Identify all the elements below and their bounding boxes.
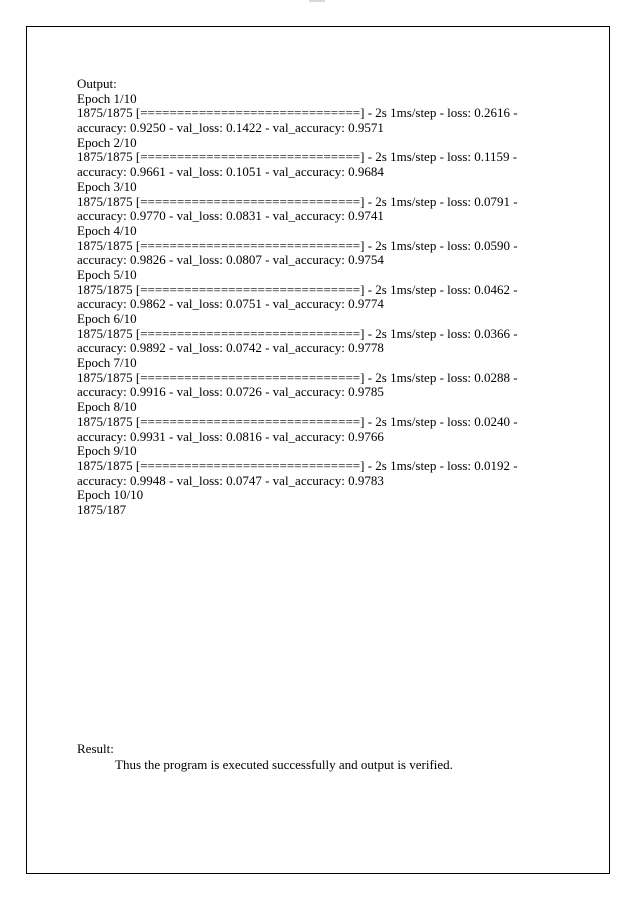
last-epoch-progress: 1875/187 <box>77 501 127 517</box>
page-top-mark <box>309 0 325 2</box>
epoch-block <box>77 356 597 400</box>
epoch-progress-line: 1875/1875 [==============================] - 2s 1ms/step - loss: 0.0240 - <box>77 413 518 429</box>
output-heading: Output: <box>77 76 117 91</box>
epoch-label: Epoch 6/10 <box>77 311 137 326</box>
epoch-metrics-line: accuracy: 0.9826 - val_loss: 0.0807 - val_accuracy: 0.9754 <box>77 252 384 268</box>
epoch-label: Epoch 7/10 <box>77 355 137 371</box>
result-section <box>77 741 557 773</box>
epoch-label: Epoch 9/10 <box>77 443 137 459</box>
epoch-label: Epoch 3/10 <box>77 178 137 194</box>
epoch-metrics-line: accuracy: 0.9661 - val_loss: 0.1051 - val_accuracy: 0.9684 <box>77 164 384 180</box>
epoch-metrics-line: accuracy: 0.9931 - val_loss: 0.0816 - val_accuracy: 0.9766 <box>77 428 384 444</box>
epoch-label: Epoch 2/10 <box>77 134 137 150</box>
epoch-metrics-line: accuracy: 0.9916 - val_loss: 0.0726 - val_accuracy: 0.9785 <box>77 384 384 400</box>
epoch-metrics-line: accuracy: 0.9892 - val_loss: 0.0742 - val_accuracy: 0.9778 <box>77 340 384 356</box>
output-section <box>77 77 597 518</box>
epoch-progress-line: 1875/1875 [==============================] - 2s 1ms/step - loss: 0.0366 - <box>77 325 518 341</box>
epoch-progress-line: 1875/1875 [==============================] - 2s 1ms/step - loss: 0.0590 - <box>77 237 518 253</box>
epoch-progress-line: 1875/1875 [==============================] - 2s 1ms/step - loss: 0.2616 - <box>77 105 518 121</box>
epoch-label: Epoch 4/10 <box>77 222 137 238</box>
epoch-metrics-line: accuracy: 0.9770 - val_loss: 0.0831 - val_accuracy: 0.9741 <box>77 208 384 224</box>
epoch-block <box>77 224 597 268</box>
epoch-block <box>77 180 597 224</box>
epoch-label: Epoch 1/10 <box>77 90 137 106</box>
epoch-block <box>77 92 597 136</box>
epoch-block <box>77 444 597 488</box>
epoch-progress-line: 1875/1875 [==============================] - 2s 1ms/step - loss: 0.0791 - <box>77 193 518 209</box>
epoch-progress-line: 1875/1875 [==============================] - 2s 1ms/step - loss: 0.0288 - <box>77 369 518 385</box>
epoch-progress-line: 1875/1875 [==============================] - 2s 1ms/step - loss: 0.1159 - <box>77 149 518 165</box>
epoch-progress-line: 1875/1875 [==============================] - 2s 1ms/step - loss: 0.0462 - <box>77 281 518 297</box>
epoch-progress-line: 1875/1875 [==============================] - 2s 1ms/step - loss: 0.0192 - <box>77 457 518 473</box>
epoch-label: Epoch 8/10 <box>77 399 137 415</box>
epoch-block <box>77 268 597 312</box>
epoch-metrics-line: accuracy: 0.9250 - val_loss: 0.1422 - val_accuracy: 0.9571 <box>77 120 384 136</box>
epoch-label: Epoch 5/10 <box>77 266 137 282</box>
epoch-block <box>77 400 597 444</box>
epoch-metrics-line: accuracy: 0.9948 - val_loss: 0.0747 - val_accuracy: 0.9783 <box>77 472 384 488</box>
result-heading: Result: <box>77 741 114 756</box>
epoch-block <box>77 136 597 180</box>
last-epoch-label: Epoch 10/10 <box>77 487 144 503</box>
epoch-block <box>77 312 597 356</box>
result-text: Thus the program is executed successfully and output is verified. <box>115 757 453 772</box>
epoch-metrics-line: accuracy: 0.9862 - val_loss: 0.0751 - val_accuracy: 0.9774 <box>77 296 384 312</box>
